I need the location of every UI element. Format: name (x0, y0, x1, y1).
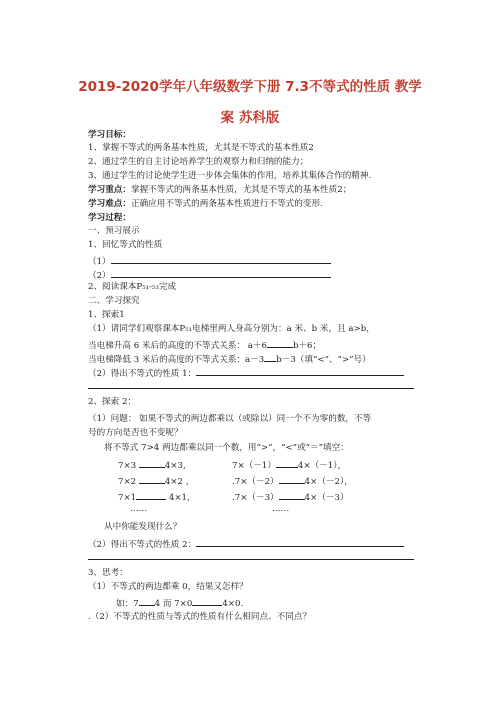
key-point-text: 掌握不等式的两条基本性质，尤其是不等式的基本性质2； (130, 185, 352, 195)
think-q1: （1）不等式的两边都乘 0，结果又怎样？ (88, 582, 248, 592)
difficulty-label: 学习难点： (88, 199, 131, 209)
explore2-heading: 2、探索 2： (88, 397, 137, 407)
key-point (88, 185, 351, 196)
row-3-right-b: 4×（－3） (304, 493, 349, 503)
answer-line (136, 490, 166, 500)
example-c: 4×0. (222, 599, 244, 609)
answer-line (267, 338, 293, 348)
answer-line-full (88, 388, 414, 389)
think-q2: .（2）不等式的性质与等式的性质有什么相同点、不同点？ (88, 612, 312, 622)
q1c-text-end: b－3（填“<”、“>”号） (276, 355, 371, 365)
row-1-left (118, 458, 186, 472)
difficulty-text: 正确应用不等式的两条基本性质进行不等式的变形. (130, 199, 323, 209)
blank2-label: （2） (88, 271, 111, 281)
explore2-p1a: （1）问题： 如果不等式的两边都乘以（或除以）同一个不为零的数，不等 (88, 414, 372, 424)
answer-line (279, 474, 305, 484)
p2-text: （2）得出不等式的性质 2： (88, 540, 197, 550)
page-title-line1: 2019-2020学年八年级数学下册 7.3不等式的性质 教学 (78, 79, 422, 95)
explore2-p2 (88, 537, 404, 551)
q2-text: （2）得出不等式的性质 1： (88, 369, 197, 379)
explore1-q2 (88, 366, 404, 380)
row-1-left-a: 7×3 (118, 461, 139, 471)
row-1-right (232, 458, 346, 472)
section2-heading: 二、学习探究 (88, 296, 140, 306)
dots-left: …… (130, 504, 148, 514)
section1-item2: 2、阅读课本P₅₁-₅₃完成 (88, 282, 177, 292)
answer-line (192, 596, 222, 606)
section1-item1: 1、回忆等式的性质 (88, 240, 163, 250)
row-1-right-b: 4×（－1）， (297, 461, 347, 471)
answer-line (264, 352, 276, 362)
answer-line (111, 254, 331, 264)
blank1-label: （1） (88, 257, 111, 267)
answer-line (196, 537, 404, 547)
answer-line (139, 474, 165, 484)
row-3-left-a: 7×1 (118, 493, 137, 503)
section1-blank1 (88, 254, 331, 268)
page-title-line2: 案 苏科版 (220, 110, 280, 126)
row-2-right-b: 4×（－2）， (304, 477, 353, 487)
explore1-heading: 1、探索1 (88, 310, 125, 320)
dots-right: …… (272, 504, 290, 514)
section1-blank2 (88, 268, 331, 282)
explore1-q1b (88, 338, 321, 352)
answer-line (139, 596, 155, 606)
explore1-q1a: （1）请同学们观察课本P₅₁电梯里两人身高分别为：a 米、b 米，且 a>b， (88, 324, 375, 334)
row-2-right-a: .7×（－2） (232, 477, 279, 487)
process-heading: 学习过程： (88, 213, 131, 223)
row-1-left-b: 4×3, (164, 461, 186, 471)
explore2-p1b: 号的方向是否也不变呢？ (88, 428, 183, 438)
difficulty (88, 199, 323, 210)
objective-3: 3、通过学生的讨论使学生进一步体会集体的作用，培养其集体合作的精神. (88, 171, 372, 181)
section1-heading: 一、预习展示 (88, 226, 140, 236)
q1b-text: 当电梯升高 6 米后的高度的不等式关系： a＋6 (88, 341, 267, 351)
objective-1: 1、掌握不等式的两条基本性质，尤其是不等式的基本性质2 (88, 143, 314, 153)
row-2-left (118, 474, 194, 488)
find-question: 从中你能发现什么？ (104, 522, 182, 532)
example-a: 如：7 (116, 599, 139, 609)
example-b: 4 而 7×0 (154, 599, 193, 609)
answer-line (279, 490, 305, 500)
row-3-right-a: .7×（－3） (232, 493, 279, 503)
row-1-right-a: 7×（－1） (232, 461, 276, 471)
explore1-q1c (88, 352, 371, 366)
row-3-left-b: 4×1, (166, 493, 190, 503)
objective-2: 2、通过学生的自主讨论培养学生的观察力和归纳的能力； (88, 157, 309, 167)
think-example (116, 596, 243, 610)
row-2-left-b: 4×2 ， (164, 477, 195, 487)
answer-line-full (88, 559, 414, 560)
think-heading: 3、思考： (88, 568, 128, 578)
row-3-right (232, 490, 349, 504)
answer-line (276, 458, 298, 468)
objectives-heading: 学习目标： (88, 130, 131, 140)
answer-line (111, 268, 331, 278)
explore2-p1c: 将不等式 7>4 两边都乘以同一个数，用“>”，“<”或“＝”填空： (104, 443, 349, 453)
answer-line (139, 458, 165, 468)
q1c-text: 当电梯降低 3 米后的高度的不等式关系：a－3 (88, 355, 265, 365)
q1b-text-end: b＋6； (292, 341, 322, 351)
answer-line (196, 366, 404, 376)
key-point-label: 学习重点： (88, 185, 131, 195)
row-3-left (118, 490, 190, 504)
row-2-left-a: 7×2 (118, 477, 139, 487)
row-2-right (232, 474, 353, 488)
